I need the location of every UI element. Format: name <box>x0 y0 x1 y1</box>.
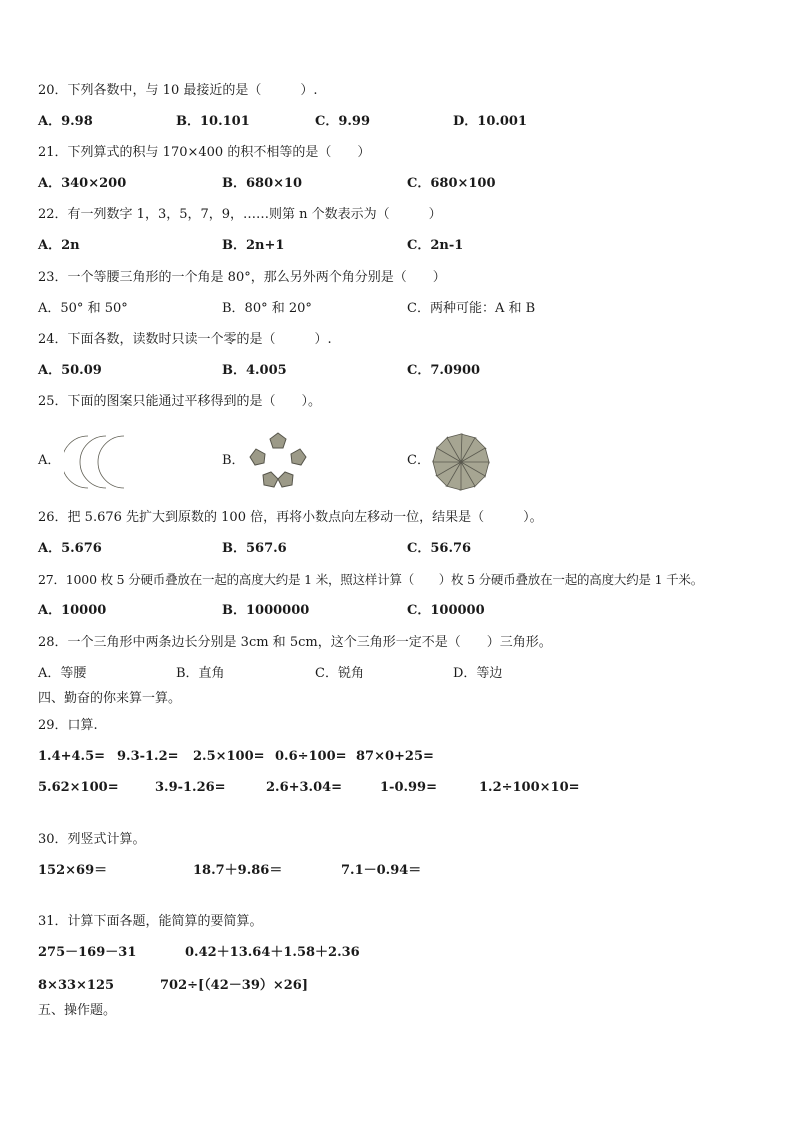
option-b: B．直角 <box>176 666 225 681</box>
option-b: B．4.005 <box>222 363 287 378</box>
question-27 <box>0 570 794 590</box>
option-c: C．9.99 <box>315 114 371 129</box>
expression: 5.62×100= <box>38 780 119 795</box>
expression: 9.3-1.2= <box>117 749 179 764</box>
option-a: A．340×200 <box>38 176 127 191</box>
section-4-heading <box>0 689 794 709</box>
question-22 <box>0 205 794 225</box>
pentagon-ring-figure <box>248 431 308 489</box>
option-a: A．10000 <box>38 603 107 618</box>
question-24 <box>0 330 794 350</box>
expression: 152×69＝ <box>38 863 108 878</box>
question-23 <box>0 268 794 288</box>
question-21 <box>0 143 794 163</box>
expression: 702÷[（42－39）×26] <box>160 978 308 993</box>
option-a: A．50.09 <box>38 363 102 378</box>
question-28-stem: 28．一个三角形中两条边长分别是 3cm 和 5cm，这个三角形一定不是（ ）三角形。 <box>38 635 552 650</box>
option-a: A． <box>38 453 61 468</box>
question-28 <box>0 633 794 653</box>
expression: 1.2÷100×10= <box>479 780 580 795</box>
expression: 3.9-1.26= <box>155 780 226 795</box>
question-23-stem: 23．一个等腰三角形的一个角是 80°，那么另外两个角分别是（ ） <box>38 270 446 285</box>
option-d: D．等边 <box>453 666 503 681</box>
option-c: C．7.0900 <box>407 363 481 378</box>
question-20-stem: 20．下列各数中，与 10 最接近的是（ ）. <box>38 83 318 98</box>
question-30-title: 30．列竖式计算。 <box>38 832 146 847</box>
option-b: B．2n+1 <box>222 238 285 253</box>
option-b: B．680×10 <box>222 176 303 191</box>
expression: 7.1－0.94＝ <box>341 863 422 878</box>
question-27-stem: 27．1000 枚 5 分硬币叠放在一起的高度大约是 1 米，照这样计算（ ）枚 5 分硬币叠放在一起的高度大约是 1 千米。 <box>38 572 703 587</box>
option-c: C．680×100 <box>407 176 496 191</box>
option-c: C． <box>407 453 430 468</box>
vertical-calc-row <box>0 861 794 881</box>
question-25 <box>0 392 794 412</box>
question-22-options <box>0 236 794 256</box>
expression: 275－169－31 <box>38 945 137 960</box>
question-29 <box>0 716 794 736</box>
option-a: A．5.676 <box>38 541 102 556</box>
option-d: D．10.001 <box>453 114 528 129</box>
question-30 <box>0 830 794 850</box>
question-26-options <box>0 539 794 559</box>
crescent-pattern-figure <box>64 432 134 492</box>
option-b: B． <box>222 453 245 468</box>
expression: 1-0.99= <box>380 780 437 795</box>
expression: 1.4+4.5= <box>38 749 106 764</box>
option-a: A．等腰 <box>38 666 87 681</box>
section-5-heading <box>0 1001 794 1021</box>
option-a: A．9.98 <box>38 114 93 129</box>
expression: 2.5×100= <box>193 749 265 764</box>
question-23-options <box>0 299 794 319</box>
question-22-stem: 22．有一列数字 1，3，5，7，9，……则第 n 个数表示为（ ） <box>38 207 442 222</box>
option-c: C．2n-1 <box>407 238 464 253</box>
mental-math-row-1 <box>0 747 794 767</box>
expression: 0.6÷100= <box>275 749 347 764</box>
section-title: 五、操作题。 <box>38 1003 117 1018</box>
question-31-title: 31．计算下面各题，能简算的要简算。 <box>38 914 263 929</box>
option-c: C．两种可能：A 和 B <box>407 301 536 316</box>
question-26-stem: 26．把 5.676 先扩大到原数的 100 倍，再将小数点向左移动一位，结果是（ ）。 <box>38 510 543 525</box>
pinwheel-figure <box>430 432 492 492</box>
question-20-options <box>0 112 794 132</box>
option-c: C．56.76 <box>407 541 472 556</box>
expression: 2.6+3.04= <box>266 780 343 795</box>
option-c: C．锐角 <box>315 666 364 681</box>
option-b: B．80° 和 20° <box>222 301 312 316</box>
expression: 8×33×125 <box>38 978 115 993</box>
expression: 0.42＋13.64＋1.58＋2.36 <box>185 945 360 960</box>
mental-math-row-2 <box>0 778 794 798</box>
simplify-row-2 <box>0 976 794 996</box>
section-title: 四、勤奋的你来算一算。 <box>38 691 182 706</box>
option-c: C．100000 <box>407 603 485 618</box>
question-24-options <box>0 361 794 381</box>
question-20 <box>0 81 794 101</box>
option-a: A．2n <box>38 238 80 253</box>
question-21-stem: 21．下列算式的积与 170×400 的积不相等的是（ ） <box>38 145 371 160</box>
expression: 18.7＋9.86＝ <box>193 863 283 878</box>
question-26 <box>0 508 794 528</box>
question-31 <box>0 912 794 932</box>
simplify-row-1 <box>0 943 794 963</box>
option-b: B．10.101 <box>176 114 250 129</box>
question-27-options <box>0 601 794 621</box>
option-b: B．567.6 <box>222 541 287 556</box>
question-24-stem: 24．下面各数，读数时只读一个零的是（ ）. <box>38 332 332 347</box>
question-21-options <box>0 174 794 194</box>
question-25-stem: 25．下面的图案只能通过平移得到的是（ ）。 <box>38 394 322 409</box>
question-29-title: 29．口算. <box>38 718 98 733</box>
question-28-options <box>0 664 794 684</box>
option-a: A．50° 和 50° <box>38 301 128 316</box>
expression: 87×0+25= <box>356 749 434 764</box>
option-b: B．1000000 <box>222 603 310 618</box>
